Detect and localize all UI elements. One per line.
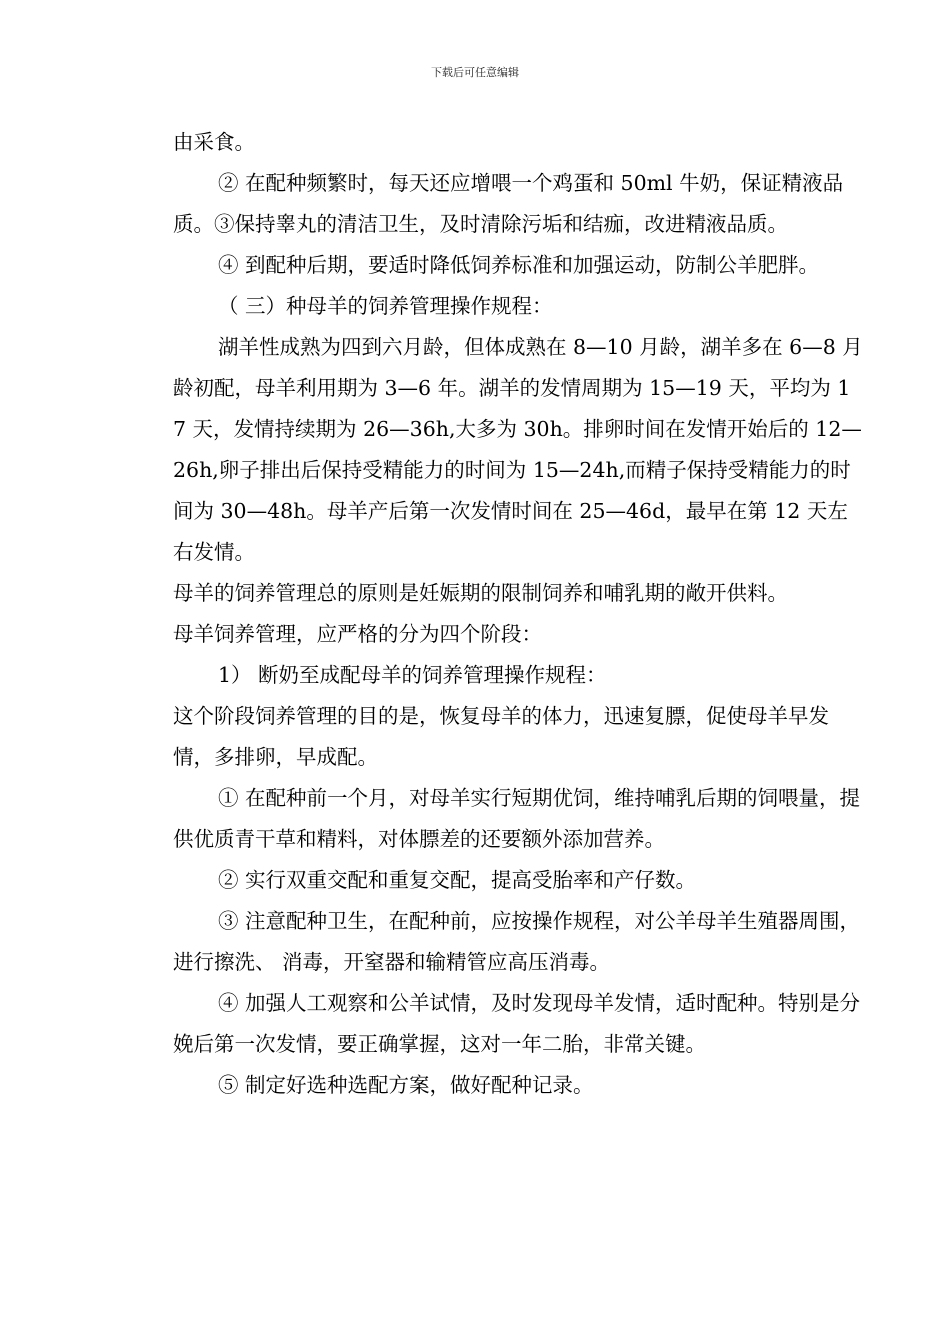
document-body (173, 122, 863, 1106)
paragraph: 母羊的饲养管理总的原则是妊娠期的限制饲养和哺乳期的敞开供料。 (173, 581, 788, 605)
paragraph: 母羊饲养管理，应严格的分为四个阶段： (173, 622, 542, 646)
list-item: ③ 注意配种卫生，在配种前，应按操作规程，对公羊母羊生殖器周围，进行擦洗、 消毒，开窒器和输精管应高压消毒。 (173, 909, 861, 974)
list-item: ⑤ 制定好选种选配方案，做好配种记录。 (218, 1073, 594, 1097)
paragraph: 由采食。 (173, 130, 255, 154)
list-item: ① 在配种前一个月，对母羊实行短期优饲，维持哺乳后期的饲喂量，提供优质青干草和精料，对体膘差的还要额外添加营养。 (173, 786, 861, 851)
paragraph: ② 在配种频繁时，每天还应增喂一个鸡蛋和 50ml 牛奶，保证精液品质。③保持睾丸的清洁卫生，及时清除污垢和结痂，改进精液品质。 (173, 171, 844, 236)
paragraph: ④ 到配种后期，要适时降低饲养标准和加强运动，防制公羊肥胖。 (218, 253, 820, 277)
page-header: 下载后可任意编辑 (431, 66, 519, 79)
section-heading: （ 三）种母羊的饲养管理操作规程： (218, 294, 553, 318)
list-item: ② 实行双重交配和重复交配，提高受胎率和产仔数。 (218, 868, 697, 892)
paragraph: 这个阶段饲养管理的目的是，恢复母羊的体力，迅速复膘，促使母羊早发情，多排卵，早成配。 (173, 704, 829, 769)
subsection-heading: 1） 断奶至成配母羊的饲养管理操作规程： (218, 663, 607, 687)
paragraph: 湖羊性成熟为四到六月龄，但体成熟在 8—10 月龄，湖羊多在 6—8 月龄初配，母羊利用期为 3—6 年。湖羊的发情周期为 15—19 天，平均为 17 天，发情持续期为 26—36h,大多为 30h。排卵时间在发情开始后的 12—26h,卵子排出后保持受精能力的时间为 15—24h,而精子保持受精能力的时间为 30—48h。母羊产后第一次发情时间在 25—46d，最早在第 12 天左右发情。 (173, 335, 863, 564)
list-item: ④ 加强人工观察和公羊试情，及时发现母羊发情，适时配种。特别是分娩后第一次发情，要正确掌握，这对一年二胎，非常关键。 (173, 991, 861, 1056)
